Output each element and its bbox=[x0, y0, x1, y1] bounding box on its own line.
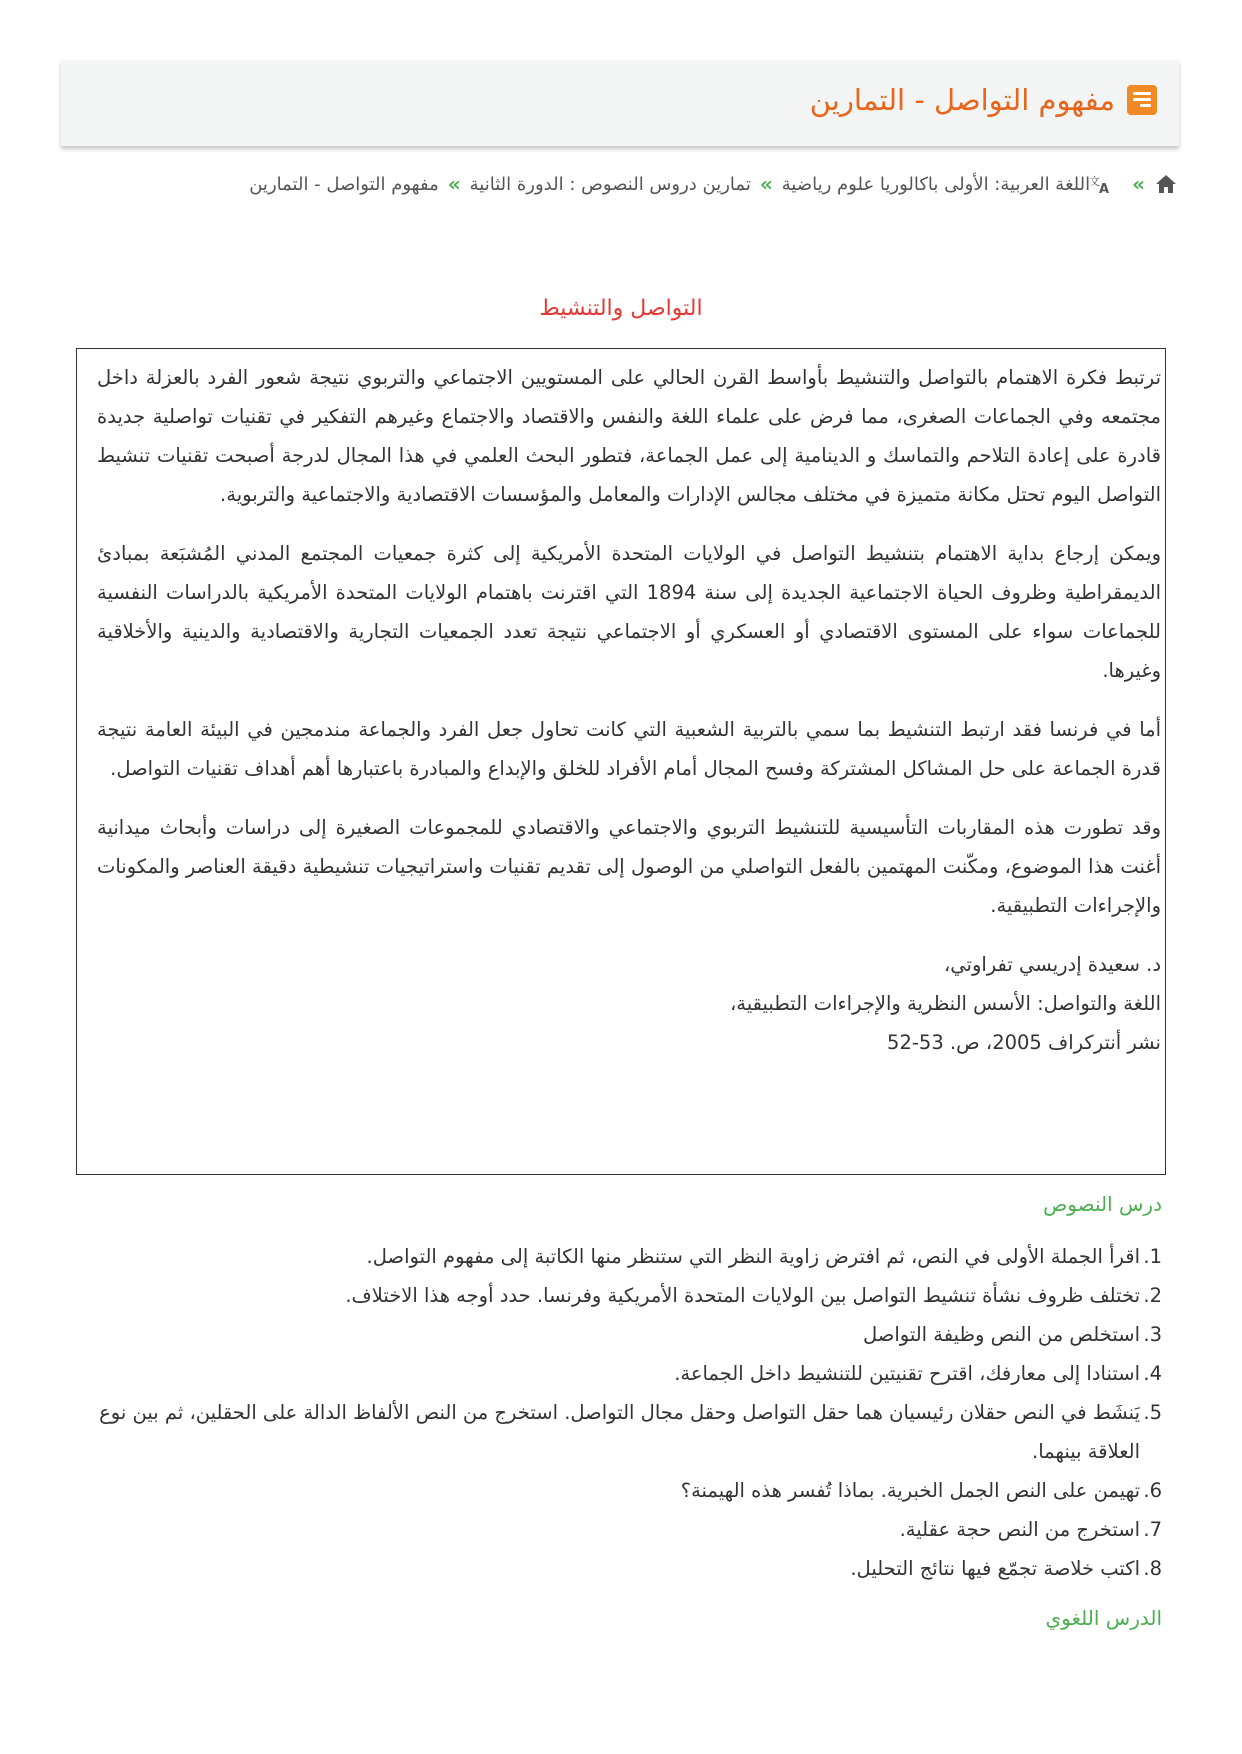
language-lesson-title: الدرس اللغوي bbox=[1045, 1606, 1162, 1630]
question-item bbox=[78, 1471, 1162, 1510]
question-text: تهيمن على النص الجمل الخبرية. بماذا تُفسر هذه الهيمنة؟ bbox=[680, 1479, 1140, 1502]
question-number: 5. bbox=[1143, 1401, 1162, 1424]
breadcrumb-separator: » bbox=[1132, 172, 1145, 196]
translate-icon bbox=[1089, 173, 1123, 197]
question-item bbox=[78, 1354, 1162, 1393]
question-number: 8. bbox=[1143, 1557, 1162, 1580]
question-item bbox=[78, 1315, 1162, 1354]
question-text: اكتب خلاصة تجمّع فيها نتائج التحليل. bbox=[850, 1557, 1140, 1580]
home-icon[interactable] bbox=[1154, 173, 1178, 195]
question-text: يَنشَط في النص حقلان رئيسيان هما حقل التواصل وحقل مجال التواصل. استخرج من النص الألفاظ الدالة على الحقلين، ثم بين نوع العلاقة بينهما. bbox=[99, 1401, 1140, 1463]
text-paragraph: ترتبط فكرة الاهتمام بالتواصل والتنشيط بأواسط القرن الحالي على المستويين الاجتماعي والتربوي نتيجة شعور الفرد بالعزلة داخل مجتمعه وفي الجماعات الصغرى، مما فرض على علماء اللغة والنفس والاقتصاد والاجتماع وغيرهم التفكير في تقنيات تواصلية جديدة قادرة على إعادة التلاحم والتماسك و الدينامية إلى عمل الجماعة، فتطور البحث العلمي في هذا المجال لدرجة أصبحت تقنيات تنشيط التواصل اليوم تحتل مكانة متميزة في مختلف مجالس الإدارات والمعامل والمؤسسات الاقتصادية والاجتماعية والتربوية. bbox=[97, 366, 1161, 506]
breadcrumb bbox=[249, 166, 1178, 202]
breadcrumb-separator: » bbox=[759, 172, 773, 196]
question-text: استنادا إلى معارفك، اقترح تقنيتين للتنشيط داخل الجماعة. bbox=[674, 1362, 1140, 1385]
text-paragraph: ويمكن إرجاع بداية الاهتمام بتنشيط التواصل في الولايات المتحدة الأمريكية إلى كثرة جمعيات المجتمع المدني المُشبَعة بمبادئ الديمقراطية وظروف الحياة الاجتماعية الجديدة إلى سنة 1894 التي اقترنت باهتمام الولايات المتحدة الأمريكية بالدراسات النفسية للجماعات سواء على المستوى الاقتصادي أو العسكري أو الاجتماعي نتيجة تعدد الجمعيات التجارية والاقتصادية والدينية والأخلاقية وغيرها. bbox=[97, 542, 1161, 682]
reading-text-box bbox=[76, 348, 1166, 1175]
citation-book: اللغة والتواصل: الأسس النظرية والإجراءات التطبيقية، bbox=[730, 992, 1161, 1015]
question-number: 4. bbox=[1143, 1362, 1162, 1385]
document-icon bbox=[1127, 85, 1157, 115]
question-text: اقرأ الجملة الأولى في النص، ثم افترض زاوية النظر التي ستنظر منها الكاتبة إلى مفهوم التواصل. bbox=[366, 1245, 1140, 1268]
text-paragraph: وقد تطورت هذه المقاربات التأسيسية للتنشيط التربوي والاجتماعي والاقتصادي للمجموعات الصغيرة إلى دراسات وأبحاث ميدانية أغنت هذا الموضوع، ومكّنت المهتمين بالفعل التواصلي من الوصول إلى تقديم تقنيات واستراتيجيات تنشيطية دقيقة العناصر والمكونات والإجراءات التطبيقية. bbox=[97, 816, 1161, 917]
breadcrumb-item-exercises[interactable]: تمارين دروس النصوص : الدورة الثانية bbox=[469, 173, 751, 195]
question-item bbox=[78, 1549, 1162, 1588]
question-item bbox=[78, 1393, 1162, 1471]
question-number: 1. bbox=[1143, 1245, 1162, 1268]
breadcrumb-separator: » bbox=[447, 172, 461, 196]
page-title: مفهوم التواصل - التمارين bbox=[809, 83, 1115, 117]
question-text: استخرج من النص حجة عقلية. bbox=[899, 1518, 1140, 1541]
citation-author: د. سعيدة إدريسي تفراوتي، bbox=[943, 953, 1161, 976]
question-item bbox=[78, 1237, 1162, 1276]
question-text: تختلف ظروف نشأة تنشيط التواصل بين الولايات المتحدة الأمريكية وفرنسا. حدد أوجه هذا الاختلاف. bbox=[345, 1284, 1140, 1307]
svg-text:文: 文 bbox=[1089, 175, 1101, 188]
breadcrumb-item-subject[interactable]: اللغة العربية: الأولى باكالوريا علوم رياضية bbox=[781, 173, 1091, 195]
page-header bbox=[61, 60, 1179, 146]
question-text: استخلص من النص وظيفة التواصل bbox=[863, 1323, 1140, 1346]
citation bbox=[97, 945, 1161, 1062]
question-number: 3. bbox=[1143, 1323, 1162, 1346]
breadcrumb-item-current: مفهوم التواصل - التمارين bbox=[249, 173, 439, 195]
question-number: 7. bbox=[1143, 1518, 1162, 1541]
question-number: 2. bbox=[1143, 1284, 1162, 1307]
question-item bbox=[78, 1276, 1162, 1315]
text-title: التواصل والتنشيط bbox=[539, 296, 703, 321]
citation-publisher: نشر أنتركراف 2005، ص. 53-52 bbox=[887, 1031, 1161, 1054]
questions-list bbox=[78, 1237, 1162, 1588]
question-item bbox=[78, 1510, 1162, 1549]
question-number: 6. bbox=[1143, 1479, 1162, 1502]
lesson-section-title: درس النصوص bbox=[1043, 1192, 1162, 1216]
svg-text:A: A bbox=[1099, 182, 1110, 197]
text-paragraph: أما في فرنسا فقد ارتبط التنشيط بما سمي بالتربية الشعبية التي كانت تحاول جعل الفرد والجماعة مندمجين في البيئة العامة نتيجة قدرة الجماعة على حل المشاكل المشتركة وفسح المجال أمام الأفراد للخلق والإبداع والمبادرة باعتبارها أهم أهداف تقنيات التواصل. bbox=[97, 718, 1161, 780]
